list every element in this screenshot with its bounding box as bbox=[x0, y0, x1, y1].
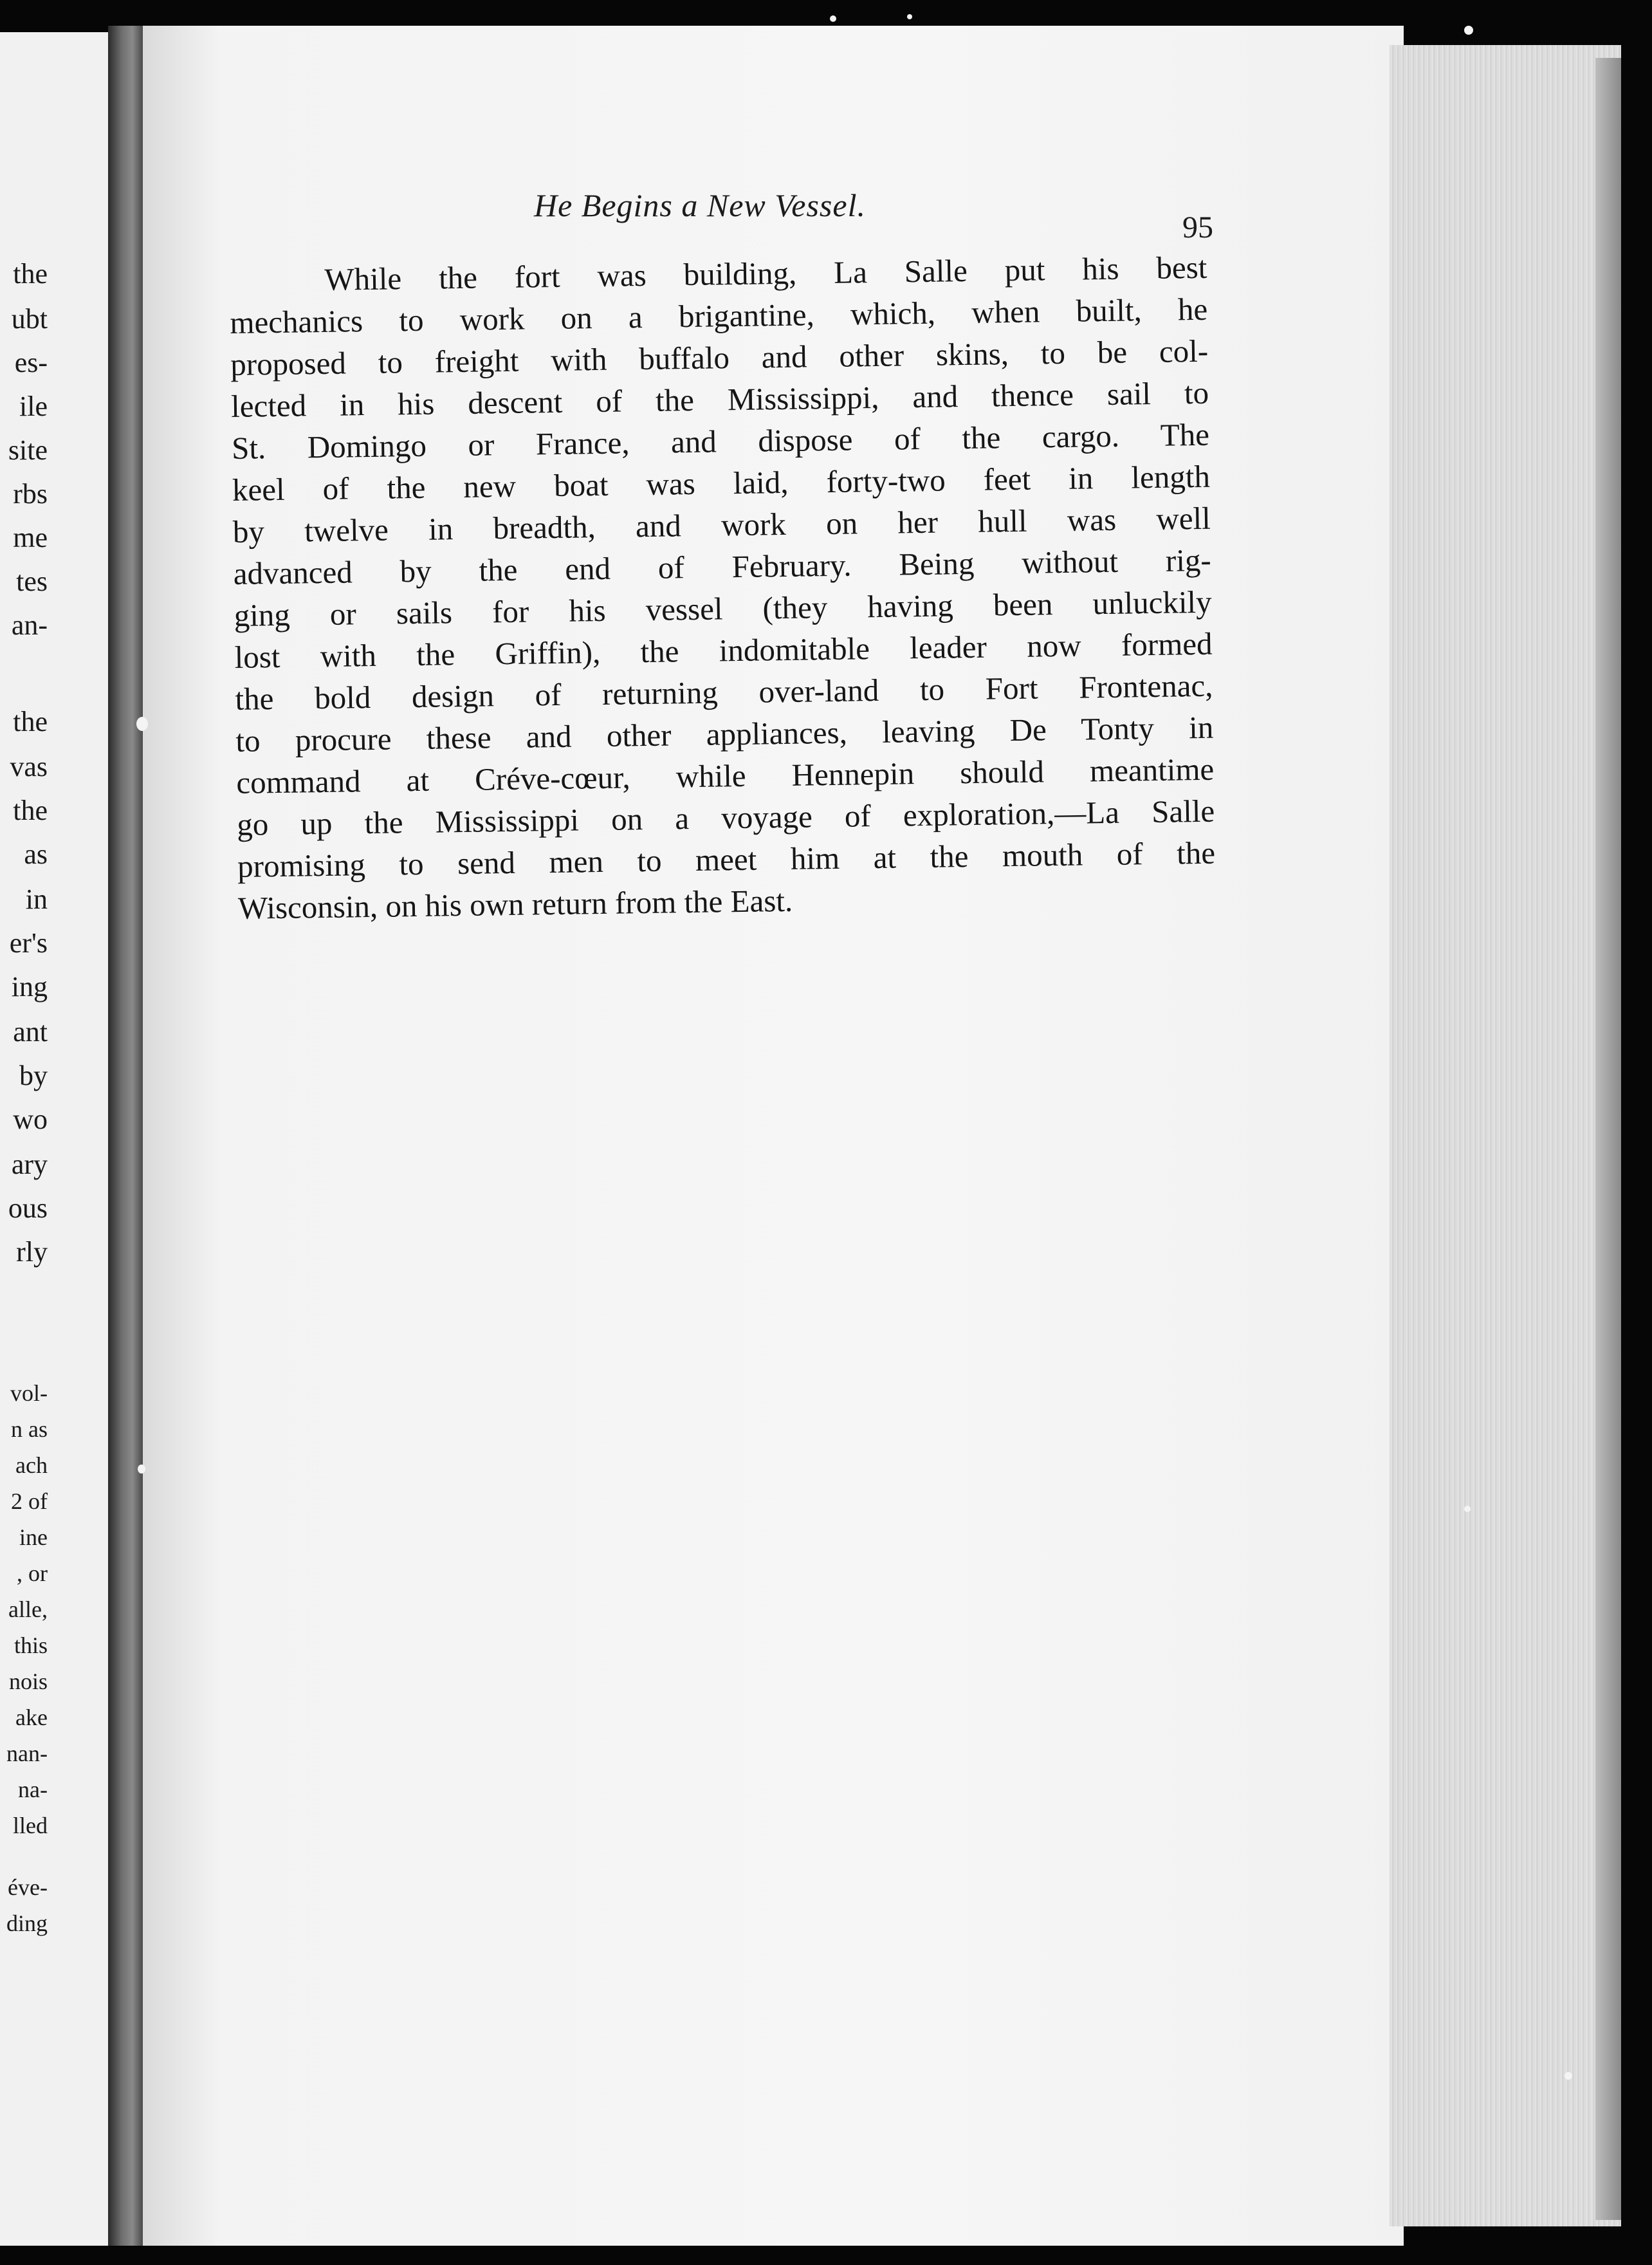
left-fragment: ing bbox=[11, 971, 48, 1003]
left-fragment: er's bbox=[9, 927, 48, 959]
text-line: lost with the Griffin), the indomitable leader now formed bbox=[234, 625, 1213, 675]
left-fragment: ach bbox=[15, 1452, 48, 1478]
text-line: go up the Mississippi on a voyage of exploration,—La Salle bbox=[236, 793, 1215, 842]
text-line: While the fort was building, La Salle put his best bbox=[324, 249, 1207, 297]
running-head: He Begins a New Vessel. bbox=[534, 187, 866, 223]
left-fragment: ding bbox=[6, 1910, 48, 1936]
scan-speck bbox=[907, 14, 912, 19]
left-fragment: site bbox=[8, 434, 48, 466]
left-fragment: nois bbox=[8, 1669, 48, 1694]
left-fragment: me bbox=[13, 522, 48, 553]
left-fragment: n as bbox=[11, 1416, 48, 1442]
left-fragment: wo bbox=[13, 1104, 48, 1135]
scan-speck bbox=[1464, 1506, 1471, 1512]
left-fragment: the bbox=[13, 258, 48, 290]
page-block-edges bbox=[1390, 45, 1621, 2226]
text-line: to procure these and other appliances, leaving De Tonty in bbox=[235, 709, 1214, 759]
text-line: by twelve in breadth, and work on her hull was well bbox=[232, 500, 1211, 550]
left-fragment: vol- bbox=[10, 1380, 48, 1406]
left-fragment: rly bbox=[16, 1236, 48, 1268]
left-fragment: the bbox=[13, 706, 48, 737]
left-fragment: nan- bbox=[6, 1741, 48, 1766]
gutter-shadow bbox=[108, 26, 143, 2246]
scan-speck bbox=[138, 1465, 145, 1474]
left-fragment: es- bbox=[14, 347, 48, 378]
text-line: ging or sails for his vessel (they having been unluckily bbox=[234, 584, 1212, 633]
left-fragment: ant bbox=[13, 1016, 48, 1048]
left-fragment: alle, bbox=[8, 1596, 48, 1622]
left-fragment: by bbox=[19, 1060, 48, 1091]
left-fragment: ous bbox=[8, 1192, 48, 1224]
left-fragment: vas bbox=[10, 751, 48, 782]
text-line: lected in his descent of the Mississippi, and thence sail to bbox=[230, 374, 1209, 424]
scan-speck bbox=[1464, 26, 1473, 35]
left-fragment: 2 of bbox=[11, 1488, 48, 1514]
left-fragment: ile bbox=[19, 391, 48, 422]
left-fragment: ake bbox=[15, 1705, 48, 1730]
left-fragment: , or bbox=[17, 1560, 48, 1586]
left-fragment: this bbox=[14, 1632, 48, 1658]
page-number: 95 bbox=[1182, 210, 1213, 245]
left-fragment: as bbox=[24, 838, 48, 870]
left-fragment: na- bbox=[18, 1777, 48, 1802]
text-line: promising to send men to meet him at the mouth of the bbox=[237, 835, 1216, 884]
text-line: keel of the new boat was laid, forty-two feet in length bbox=[232, 458, 1211, 508]
text-line: proposed to freight with buffalo and other skins, to be col- bbox=[230, 333, 1209, 382]
left-fragment: tes bbox=[16, 566, 48, 597]
text-line: St. Domingo or France, and dispose of the cargo. The bbox=[231, 416, 1210, 466]
text-line: mechanics to work on a brigantine, which, when built, he bbox=[229, 291, 1208, 340]
scan-speck bbox=[1565, 2072, 1572, 2080]
scan-speck bbox=[136, 717, 148, 731]
left-fragment: ubt bbox=[11, 303, 48, 335]
left-fragment: lled bbox=[13, 1813, 48, 1838]
text-line: advanced by the end of February. Being without rig- bbox=[233, 542, 1212, 591]
page-block-shadow bbox=[1595, 58, 1621, 2220]
text-line: the bold design of returning over-land to Fort Frontenac, bbox=[235, 667, 1213, 717]
text-line: Wisconsin, on his own return from the East. bbox=[237, 882, 793, 926]
left-fragment: the bbox=[13, 795, 48, 826]
left-fragment: an- bbox=[11, 609, 48, 641]
left-fragment: éve- bbox=[8, 1874, 48, 1900]
left-fragment: ary bbox=[11, 1149, 48, 1180]
body-paragraph bbox=[229, 246, 1216, 929]
left-fragment: in bbox=[25, 883, 48, 915]
scan-speck bbox=[830, 15, 836, 22]
left-fragment: ine bbox=[19, 1524, 48, 1550]
left-fragment: rbs bbox=[13, 478, 48, 510]
text-line: command at Créve-cœur, while Hennepin should meantime bbox=[235, 751, 1215, 800]
